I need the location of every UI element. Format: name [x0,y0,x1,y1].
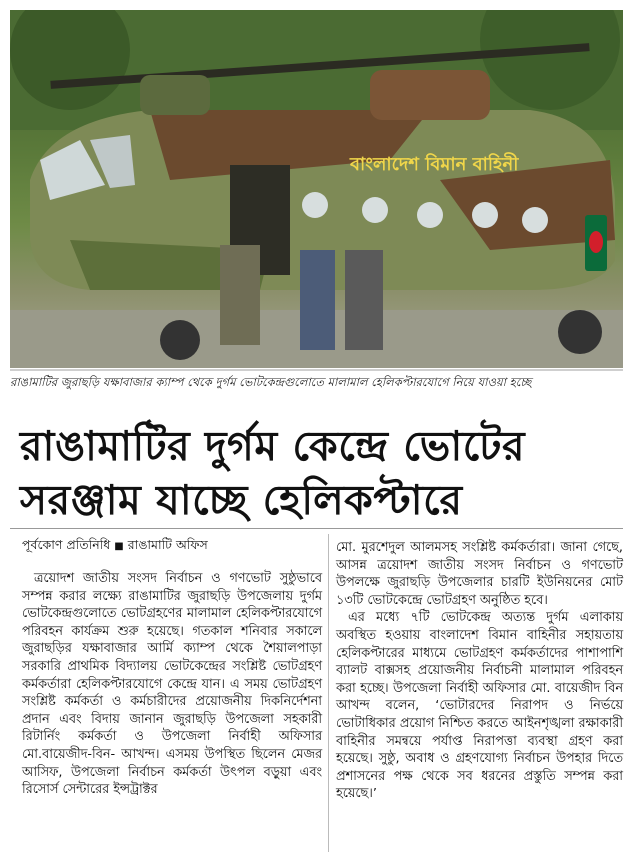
bullet-icon: ■ [114,541,124,552]
news-photo [10,10,623,368]
byline-office: রাঙামাটি অফিস [127,537,208,552]
headline-line-1: রাঙামাটির দুর্গম কেন্দ্রে ভোটের [20,422,526,470]
article-column-1 [22,570,322,799]
article-paragraph: মো. মুরশেদুল আলমসহ সংশ্লিষ্ট কর্মকর্তারা। জানা গেছে, আসন্ন ত্রয়োদশ জাতীয় সংসদ নির্বাচন ও গণভোট উপলক্ষে জুরাছড়ি উপজেলার চারটি ইউনিয়নের মোট ১৩টি ভোটকেন্দ্রে ভোটগ্রহণ অনুষ্ঠিত হবে। [336,540,623,608]
helicopter-text: বাংলাদেশ বিমান বাহিনী [350,154,519,175]
headline-divider [10,528,623,529]
column-divider [328,534,329,852]
flag-emblem [585,215,607,271]
article-column-2 [336,539,623,803]
byline-reporter: পূর্বকোণ প্রতিনিধি [22,537,111,552]
article-paragraph: ত্রয়োদশ জাতীয় সংসদ নির্বাচন ও গণভোট সুষ্ঠুভাবে সম্পন্ন করার লক্ষ্যে রাঙামাটির জুরাছড়ি উপজেলায় দুর্গম ভোটকেন্দ্রগুলোতে ভোটগ্রহণের মালামাল হেলিকপ্টারযোগে পরিবহন কার্যক্রম শুরু হয়েছে। গতকাল শনিবার সকালে জুরাছড়ির যক্ষাবাজার আর্মি ক্যাম্প থেকে শৈয়ালপাড়া সরকারি প্রাথমিক বিদ্যালয় ভোটকেন্দ্রের সংশ্লিষ্ট ভোটগ্রহণ কর্মকর্তারা হেলিকপ্টারযোগে কেন্দ্রে যান। এ সময় ভোটগ্রহণ সংশ্লিষ্ট কর্মকর্তা ও কর্মচারীদের প্রয়োজনীয় দিকনির্দেশনা প্রদান এবং বিদায় জানান জুরাছড়ি উপজেলা সহকারী রিটার্নিং কর্মকর্তা ও উপজেলা নির্বাহী অফিসার মো.বায়েজীদ-বিন- আখন্দ। এসময় উপস্থিত ছিলেন মেজর আসিফ, উপজেলা নির্বাচন কর্মকর্তা উৎপল বড়ুয়া এবং রিসোর্স সেন্টারের ইন্সট্রাক্টর [22,571,322,798]
headline-line-2: সরঞ্জাম যাচ্ছে হেলিকপ্টারে [20,476,463,524]
photo-rule [10,369,623,371]
byline [22,537,208,557]
photo-caption: রাঙামাটির জুরাছড়ি যক্ষাবাজার ক্যাম্প থেকে দুর্গম ভোটকেন্দ্রগুলোতে মালামাল হেলিকপ্টারযোগে নিয়ে যাওয়া হচ্ছে [10,375,532,389]
helicopter-illustration [10,10,623,368]
article-paragraph: এর মধ্যে ৭টি ভোটকেন্দ্র অত্যন্ত দুর্গম এলাকায় অবস্থিত হওয়ায় বাংলাদেশ বিমান বাহিনীর সহায়তায় হেলিকপ্টারের মাধ্যমে ভোটগ্রহণ কর্মকর্তাদের পাশাপাশি ব্যালট বাক্সসহ প্রয়োজনীয় নির্বাচনী মালামাল পরিবহন করা হচ্ছে। উপজেলা নির্বাহী অফিসার মো. বায়েজীদ বিন আখন্দ বলেন, ‘ভোটারদের নিরাপদ ও নির্ভয়ে ভোটাধিকার প্রয়োগ নিশ্চিত করতে আইনশৃঙ্খলা রক্ষাকারী বাহিনীর সমন্বয়ে পর্যাপ্ত নিরাপত্তা ব্যবস্থা গ্রহণ করা হয়েছে। সুষ্ঠু, অবাধ ও গ্রহণযোগ্য নির্বাচন উপহার দিতে প্রশাসনের পক্ষ থেকে সব ধরনের প্রস্তুতি সম্পন্ন করা হয়েছে।’ [336,610,623,802]
